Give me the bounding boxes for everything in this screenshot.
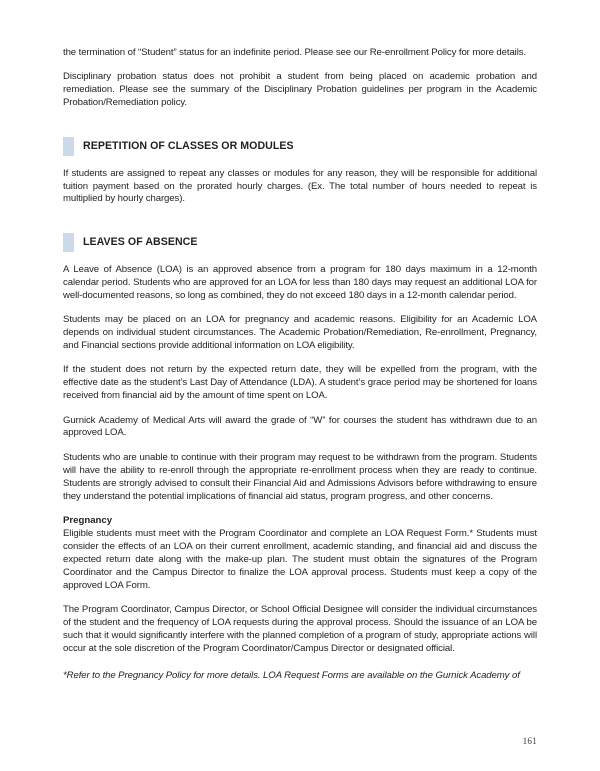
section-spacer (63, 218, 537, 226)
section-heading-label: LEAVES OF ABSENCE (83, 236, 198, 249)
document-body (63, 47, 537, 682)
paragraph-loa-approval-discretion: The Program Coordinator, Campus Director, or School Official Designee will consider the individual circumstances of the student and the frequency of LOA requests during the approval process. Should the issuance of an LOA be such that it would significantly interfere with the planned completion of a program of study, appropriate actions will occur at the sole discretion of the Program Coordinator/Campus Director or designated official. (63, 604, 537, 655)
paragraph-pregnancy-loa-request: Eligible students must meet with the Program Coordinator and complete an LOA Request Form.* Students must consider the effects of an LOA on their current enrollment, academic standing, and financial aid and discuss the expected return date along with the make-up plan. The student must obtain the signatures of the Program Coordinator and the Campus Director to finalize the LOA approval process. Students must keep a copy of the approved LOA Form. (63, 528, 537, 591)
page-footer (63, 731, 537, 749)
subheading-pregnancy: Pregnancy (63, 514, 113, 526)
paragraph-withdrawal-grade-w: Gurnick Academy of Medical Arts will award the grade of “W” for courses the student has withdrawn due to an approved LOA. (63, 414, 537, 439)
paragraph-repeat-tuition: If students are assigned to repeat any classes or modules for any reason, they will be responsible for additional tuition payment based on the prorated hourly charges. (Ex. The total number of hours needed to repeat is multiplied by hourly charges). (63, 167, 537, 205)
paragraph-loa-expected-return: If the student does not return by the expected return date, they will be expelled from the program, with the effective date as the student’s Last Day of Attendance (LDA). A student’s grace period may be shortened for loans received from financial aid by the amount of time spent on LOA. (63, 364, 537, 402)
section-spacer (63, 122, 537, 130)
paragraph-loa-definition: A Leave of Absence (LOA) is an approved absence from a program for 180 days maximum in a 12-month calendar period. Students who are approved for an LOA for less than 180 days may request an additional LOA for well-documented reasons, so long as combined, they do not exceed 180 days in a 12-month calendar period. (63, 263, 537, 301)
page-number: 161 (522, 736, 537, 746)
section-heading-leaves-of-absence (63, 233, 537, 252)
heading-accent-bar-icon (63, 137, 74, 156)
section-heading-repetition-of-classes (63, 137, 537, 156)
paragraph-disciplinary-probation: Disciplinary probation status does not prohibit a student from being placed on academic probation and remediation. Please see the summary of the Disciplinary Probation guidelines per program in the Academic Probation/Remediation policy. (63, 71, 537, 109)
footnote-pregnancy-policy: *Refer to the Pregnancy Policy for more details. LOA Request Forms are available on the Gurnick Academy of (63, 669, 520, 681)
section-heading-label: REPETITION OF CLASSES OR MODULES (83, 140, 294, 153)
paragraph-withdrawal-reenroll: Students who are unable to continue with their program may request to be withdrawn from the program. Students will have the ability to re-enroll through the appropriate re-enrollment process when they are ready to continue. Students are strongly advised to consult their Financial Aid and Admissions Advisors before withdrawing to ensure they understand the potential implications of financial aid status, program progress, and other concerns. (63, 451, 537, 502)
paragraph-termination-status: the termination of “Student” status for an indefinite period. Please see our Re-enrollment Policy for more details. (63, 47, 527, 58)
paragraph-loa-eligibility: Students may be placed on an LOA for pregnancy and academic reasons. Eligibility for an Academic LOA depends on individual student circumstances. The Academic Probation/Remediation, Re-enrollment, Pregnancy, and Financial sections provide additional information on LOA eligibility. (63, 314, 537, 351)
heading-accent-bar-icon (63, 233, 74, 252)
